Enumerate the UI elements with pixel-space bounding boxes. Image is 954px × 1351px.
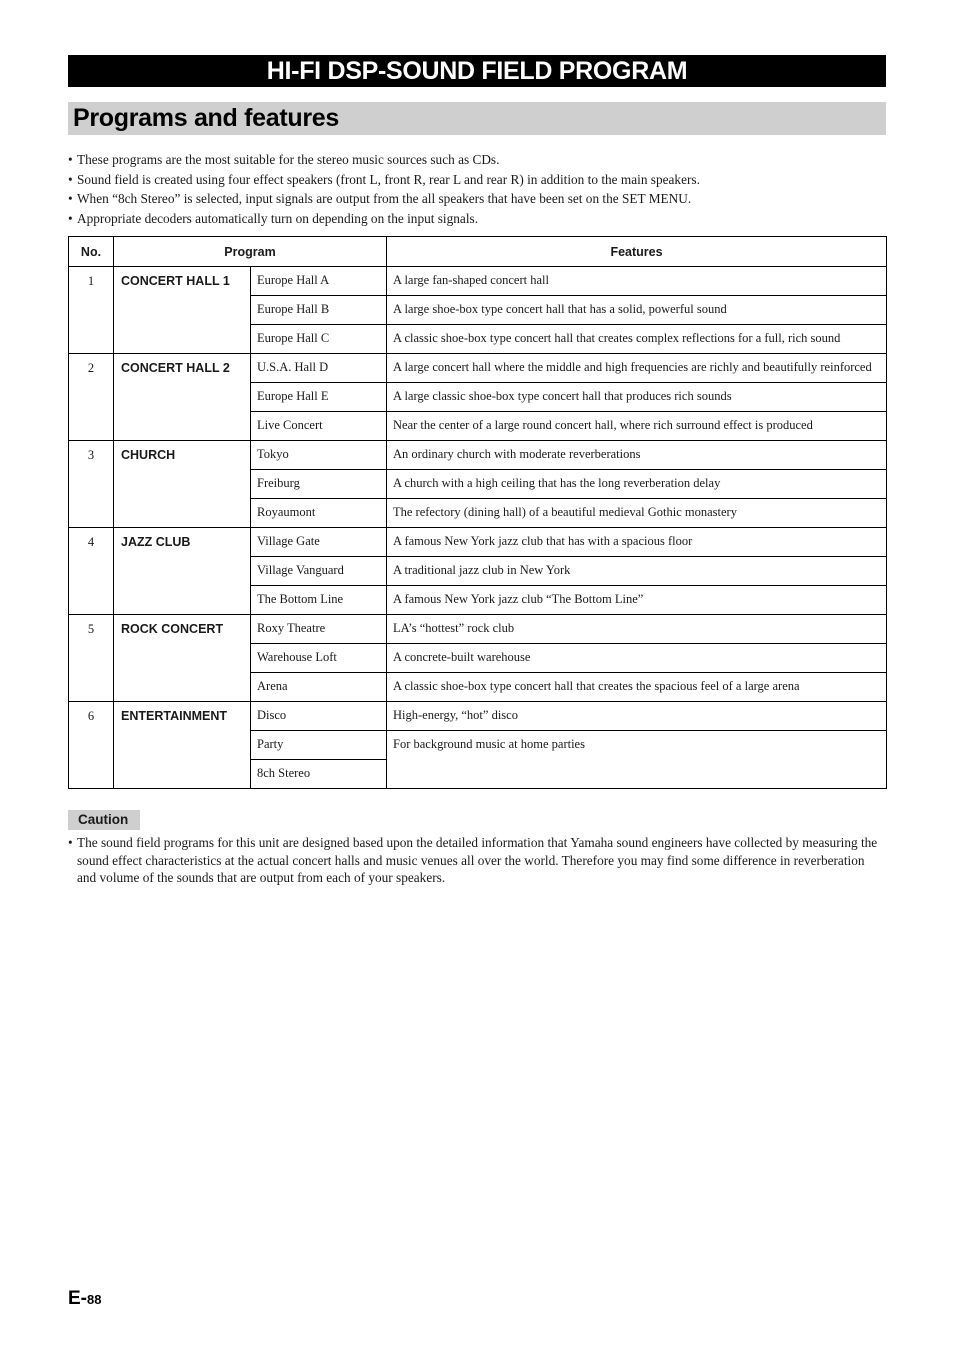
- section-title: Programs and features: [68, 102, 886, 135]
- intro-bullet: • When “8ch Stereo” is selected, input signals are output from the all speakers that have been set on the SET MENU.: [68, 189, 886, 209]
- sub-program: Freiburg: [251, 470, 387, 499]
- program-name: ENTERTAINMENT: [114, 702, 251, 789]
- header-program: Program: [114, 237, 387, 267]
- sub-program: Europe Hall C: [251, 325, 387, 354]
- feature-description: A large classic shoe-box type concert hall that produces rich sounds: [387, 383, 887, 412]
- page-number-value: 88: [87, 1292, 102, 1307]
- feature-description: A concrete-built warehouse: [387, 644, 887, 673]
- caution-list: [68, 834, 886, 887]
- table-row: [69, 702, 887, 731]
- program-number: 6: [69, 702, 114, 789]
- page-prefix: E-: [68, 1288, 87, 1309]
- feature-description: A traditional jazz club in New York: [387, 557, 887, 586]
- feature-description: A famous New York jazz club “The Bottom Line”: [387, 586, 887, 615]
- program-name: CHURCH: [114, 441, 251, 528]
- feature-description: The refectory (dining hall) of a beautiful medieval Gothic monastery: [387, 499, 887, 528]
- feature-description: A classic shoe-box type concert hall that creates the spacious feel of a large arena: [387, 673, 887, 702]
- sub-program: Europe Hall B: [251, 296, 387, 325]
- sub-program: Europe Hall A: [251, 267, 387, 296]
- sub-program: Royaumont: [251, 499, 387, 528]
- page-title: HI-FI DSP-SOUND FIELD PROGRAM: [68, 55, 886, 87]
- sub-program: Warehouse Loft: [251, 644, 387, 673]
- header-no: No.: [69, 237, 114, 267]
- table-row: [69, 354, 887, 383]
- feature-description: A church with a high ceiling that has the long reverberation delay: [387, 470, 887, 499]
- program-name: CONCERT HALL 1: [114, 267, 251, 354]
- intro-list: [68, 150, 886, 228]
- page-number: [68, 1288, 101, 1310]
- sub-program: The Bottom Line: [251, 586, 387, 615]
- feature-description: A classic shoe-box type concert hall that creates complex reflections for a full, rich sound: [387, 325, 887, 354]
- sub-program: Village Gate: [251, 528, 387, 557]
- table-row: [69, 615, 887, 644]
- program-number: 1: [69, 267, 114, 354]
- sub-program: Village Vanguard: [251, 557, 387, 586]
- table-row: [69, 267, 887, 296]
- feature-description: For background music at home parties: [387, 731, 887, 789]
- intro-bullet: • Sound field is created using four effect speakers (front L, front R, rear L and rear R) in addition to the main speakers.: [68, 170, 886, 190]
- sub-program: 8ch Stereo: [251, 760, 387, 789]
- feature-description: A large shoe-box type concert hall that has a solid, powerful sound: [387, 296, 887, 325]
- sub-program: U.S.A. Hall D: [251, 354, 387, 383]
- programs-table: [68, 236, 887, 789]
- program-name: ROCK CONCERT: [114, 615, 251, 702]
- feature-description: A large fan-shaped concert hall: [387, 267, 887, 296]
- feature-description: High-energy, “hot” disco: [387, 702, 887, 731]
- sub-program: Party: [251, 731, 387, 760]
- table-header-row: [69, 237, 887, 267]
- caution-bullet: • The sound field programs for this unit are designed based upon the detailed information that Yamaha sound engineers have collected by measuring the sound effect characteristics at the actual concert halls and music venues all over the world. Therefore you may find some difference in reverberation and volume of the sounds that are output from each of your speakers.: [68, 834, 886, 887]
- program-name: CONCERT HALL 2: [114, 354, 251, 441]
- feature-description: A famous New York jazz club that has with a spacious floor: [387, 528, 887, 557]
- header-features: Features: [387, 237, 887, 267]
- sub-program: Live Concert: [251, 412, 387, 441]
- program-number: 3: [69, 441, 114, 528]
- table-row: [69, 441, 887, 470]
- program-number: 4: [69, 528, 114, 615]
- program-number: 5: [69, 615, 114, 702]
- caution-label: Caution: [68, 810, 140, 830]
- intro-bullet: • Appropriate decoders automatically turn on depending on the input signals.: [68, 209, 886, 229]
- table-row: [69, 528, 887, 557]
- intro-bullet: • These programs are the most suitable for the stereo music sources such as CDs.: [68, 150, 886, 170]
- program-number: 2: [69, 354, 114, 441]
- sub-program: Europe Hall E: [251, 383, 387, 412]
- sub-program: Arena: [251, 673, 387, 702]
- feature-description: A large concert hall where the middle and high frequencies are richly and beautifully reinforced: [387, 354, 887, 383]
- feature-description: An ordinary church with moderate reverberations: [387, 441, 887, 470]
- sub-program: Tokyo: [251, 441, 387, 470]
- sub-program: Roxy Theatre: [251, 615, 387, 644]
- program-name: JAZZ CLUB: [114, 528, 251, 615]
- sub-program: Disco: [251, 702, 387, 731]
- feature-description: Near the center of a large round concert hall, where rich surround effect is produced: [387, 412, 887, 441]
- feature-description: LA’s “hottest” rock club: [387, 615, 887, 644]
